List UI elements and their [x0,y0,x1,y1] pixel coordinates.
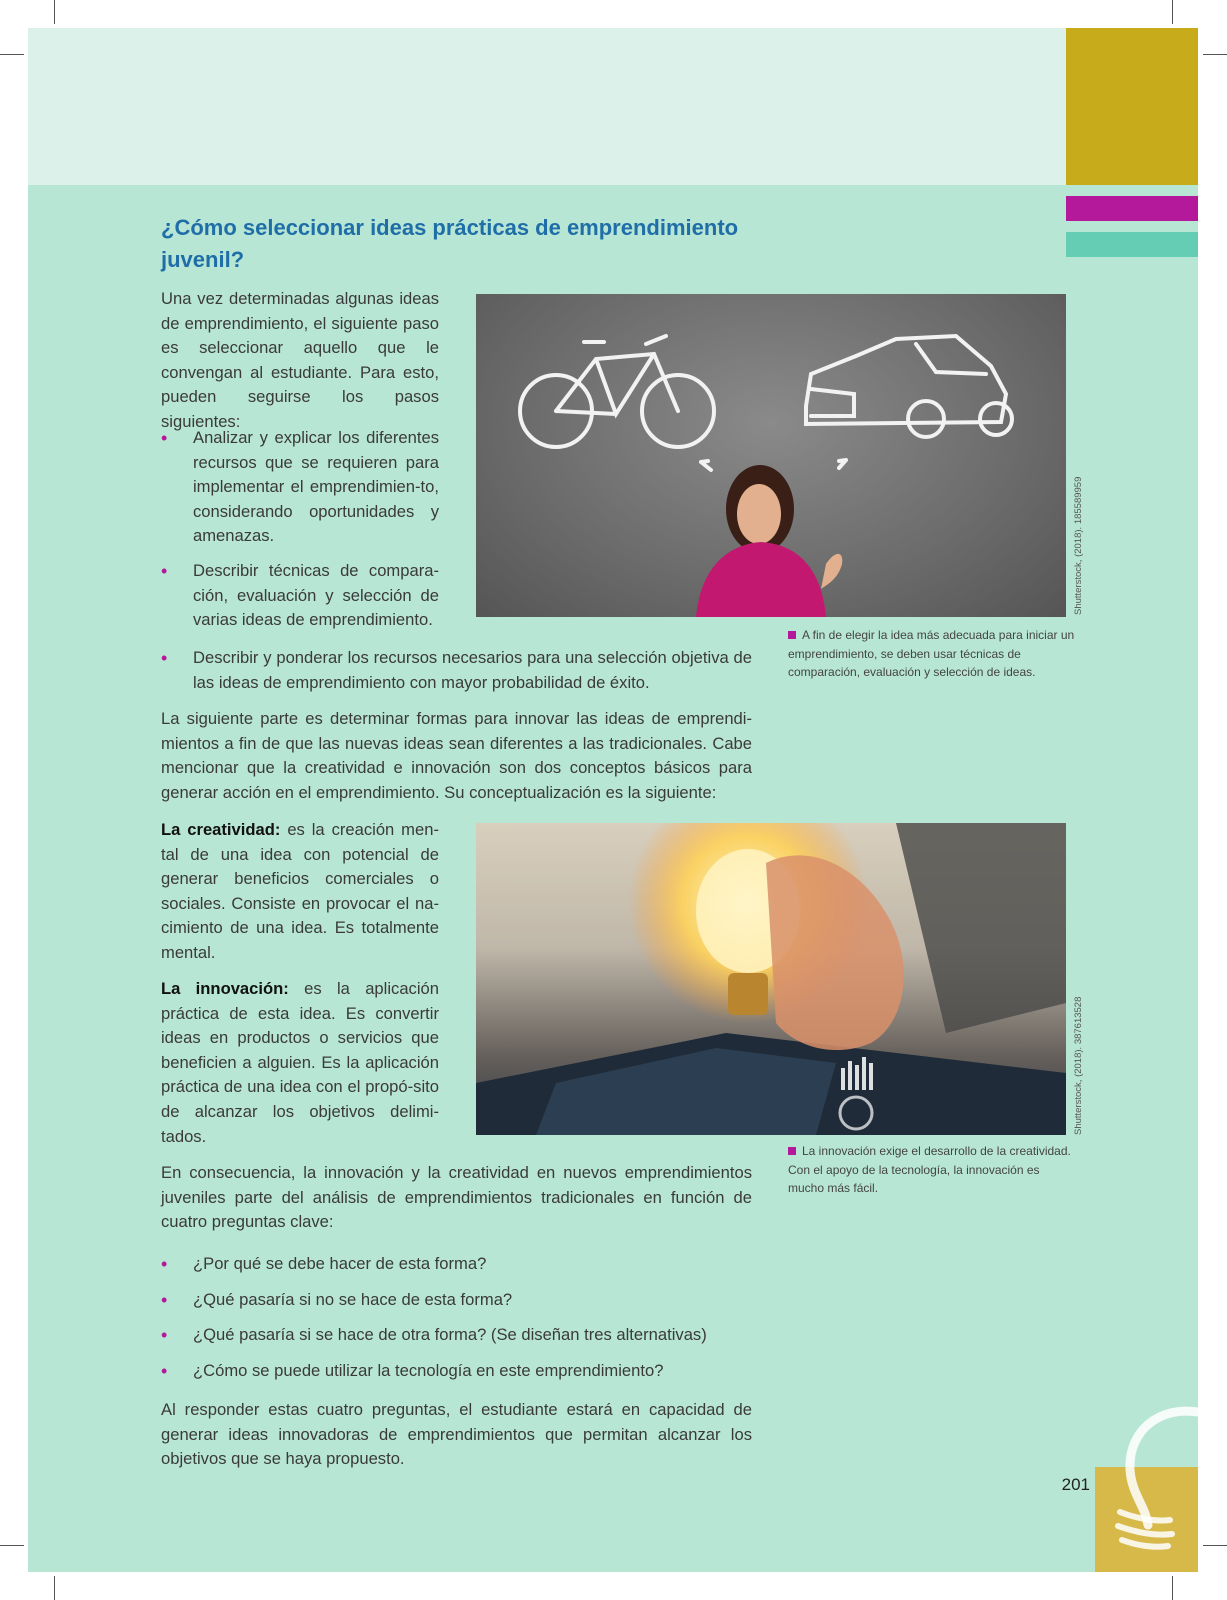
list-item: • Describir técnicas de compara-ción, evaluación y selección de varias ideas de emprendimiento. [161,560,439,630]
questions-list [161,1252,752,1383]
creativity-term: La creatividad: [161,820,281,839]
steps-list [161,426,439,633]
list-item: • ¿Qué pasaría si se hace de otra forma? (Se diseñan tres alternativas) [161,1323,752,1348]
innovation-paragraph: La siguiente parte es determinar formas para innovar las ideas de emprendi-mientos a fin de que las nuevas ideas sean diferentes a las tradicionales. Cabe mencionar que la creatividad e innovación son dos conceptos básicos para generar acción en el emprendimiento. Su conceptualización es la siguiente: [161,709,752,802]
crop-mark [1172,1576,1173,1600]
list-item: • ¿Por qué se debe hacer de esta forma? [161,1252,752,1277]
bullet-icon: • [161,560,168,581]
section-tab-teal [1066,232,1198,257]
crop-mark [1203,54,1227,55]
photo-credit: Shutterstock, (2018). 185589959 [1073,476,1084,615]
caption-marker-icon [788,631,796,639]
section-title: ¿Cómo seleccionar ideas prácticas de emprendimiento juvenil? [161,215,739,272]
lightbulb-icon [1100,1400,1200,1560]
steps-list-continued [161,646,752,695]
crop-mark [1203,1545,1227,1546]
conclusion-paragraph: Al responder estas cuatro preguntas, el estudiante estará en capacidad de generar ideas innovadoras de emprendimientos que permitan alcanzar los objetivos que se haya propuesto. [161,1400,752,1469]
crop-mark [54,1576,55,1600]
crop-mark [1172,0,1173,24]
list-item: • Describir y ponderar los recursos necesarios para una selección objetiva de las ideas de emprendimiento con mayor probabilidad de éxito. [161,648,752,692]
crop-mark [0,1545,24,1546]
lightbulb-hand-illustration [476,823,1066,1135]
creativity-definition: La creatividad: es la creación men-tal de una idea con potencial de generar beneficios comerciales o sociales. Consiste en provocar el na-cimiento de una idea. Es totalmente mental. [161,820,439,962]
crop-mark [0,54,24,55]
bullet-icon: • [161,1289,168,1310]
photo-credit: Shutterstock, (2018). 387613528 [1073,996,1084,1135]
bullet-icon: • [161,648,168,668]
intro-paragraph: Una vez determinadas algunas ideas de emprendimiento, el siguiente paso es seleccionar aquello que le convengan al estudiante. Para esto, pueden seguirse los pasos siguientes: [161,289,439,431]
list-item: • ¿Cómo se puede utilizar la tecnología en este emprendimiento? [161,1359,752,1384]
crop-mark [54,0,55,24]
section-tab-gold [1066,28,1198,185]
page-number: 201 [1061,1475,1090,1494]
bullet-icon: • [161,1325,168,1346]
bullet-icon: • [161,1254,168,1274]
figure-caption: A fin de elegir la idea más adecuada para iniciar un emprendimiento, se deben usar técnicas de comparación, evaluación y selección de ideas. [788,628,1075,679]
section-tab-magenta [1066,196,1198,221]
consequence-paragraph: En consecuencia, la innovación y la creatividad en nuevos emprendimientos juveniles parte del análisis de emprendimientos tradicionales en función de cuatro preguntas clave: [161,1163,752,1232]
list-item: • Analizar y explicar los diferentes recursos que se requieren para implementar el emprendimien-to, considerando oportunidades y amenazas. [161,428,439,546]
figure-lightbulb-photo [476,823,1066,1135]
innovation-term: La innovación: [161,979,289,998]
figure-caption: La innovación exige el desarrollo de la creatividad. Con el apoyo de la tecnología, la innovación es mucho más fácil. [788,1144,1071,1195]
list-item: • ¿Qué pasaría si no se hace de esta forma? [161,1288,752,1313]
figure-bike-car-photo [476,294,1066,617]
caption-marker-icon [788,1147,796,1155]
innovation-definition: La innovación: es la aplicación práctica de esta idea. Es convertir ideas en productos o servicios que beneficien a alguien. Es la aplicación práctica de una idea con el propó-sito de alcanzar los objetivos delimi-tados. [161,979,439,1146]
bullet-icon: • [161,1360,168,1381]
chalk-drawing-illustration [476,294,1066,617]
header-band [28,28,1198,185]
bullet-icon: • [161,428,168,448]
